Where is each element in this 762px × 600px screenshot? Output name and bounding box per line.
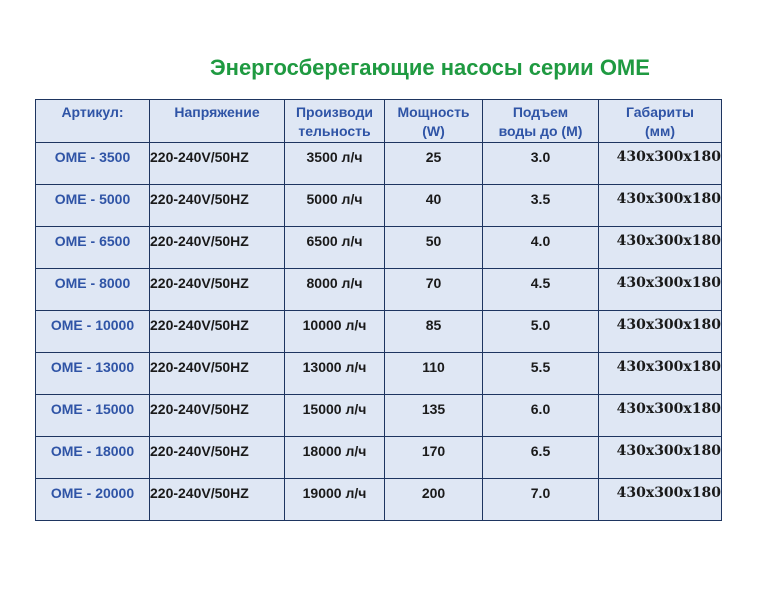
table-row <box>36 311 722 353</box>
cell-voltage: 220-240V/50HZ <box>150 395 285 437</box>
cell-performance: 5000 л/ч <box>285 185 385 227</box>
cell-lift: 6.0 <box>483 395 599 437</box>
cell-dimensions: 430x300x180 <box>599 185 722 227</box>
cell-lift: 3.0 <box>483 143 599 185</box>
cell-voltage: 220-240V/50HZ <box>150 269 285 311</box>
cell-voltage: 220-240V/50HZ <box>150 353 285 395</box>
cell-power: 110 <box>385 353 483 395</box>
cell-dimensions: 430x300x180 <box>599 353 722 395</box>
cell-performance: 3500 л/ч <box>285 143 385 185</box>
cell-power: 40 <box>385 185 483 227</box>
cell-article: OME - 6500 <box>36 227 150 269</box>
cell-lift: 7.0 <box>483 479 599 521</box>
cell-performance: 6500 л/ч <box>285 227 385 269</box>
cell-voltage: 220-240V/50HZ <box>150 227 285 269</box>
cell-lift: 3.5 <box>483 185 599 227</box>
cell-power: 200 <box>385 479 483 521</box>
cell-article: OME - 5000 <box>36 185 150 227</box>
table-row <box>36 437 722 479</box>
cell-article: OME - 20000 <box>36 479 150 521</box>
cell-voltage: 220-240V/50HZ <box>150 479 285 521</box>
header-lift: Подъем воды до (М) <box>483 100 599 143</box>
cell-performance: 13000 л/ч <box>285 353 385 395</box>
header-dimensions: Габариты (мм) <box>599 100 722 143</box>
cell-lift: 6.5 <box>483 437 599 479</box>
cell-power: 85 <box>385 311 483 353</box>
cell-power: 25 <box>385 143 483 185</box>
cell-performance: 19000 л/ч <box>285 479 385 521</box>
cell-lift: 5.5 <box>483 353 599 395</box>
cell-performance: 8000 л/ч <box>285 269 385 311</box>
table-row <box>36 269 722 311</box>
cell-voltage: 220-240V/50HZ <box>150 311 285 353</box>
cell-voltage: 220-240V/50HZ <box>150 185 285 227</box>
cell-article: OME - 18000 <box>36 437 150 479</box>
header-article: Артикул: <box>36 100 150 143</box>
cell-power: 170 <box>385 437 483 479</box>
cell-power: 135 <box>385 395 483 437</box>
header-voltage: Напряжение <box>150 100 285 143</box>
cell-dimensions: 430x300x180 <box>599 311 722 353</box>
cell-dimensions: 430x300x180 <box>599 269 722 311</box>
table-row <box>36 227 722 269</box>
cell-performance: 18000 л/ч <box>285 437 385 479</box>
table-row <box>36 185 722 227</box>
cell-voltage: 220-240V/50HZ <box>150 437 285 479</box>
cell-performance: 10000 л/ч <box>285 311 385 353</box>
table-row <box>36 395 722 437</box>
cell-dimensions: 430x300x180 <box>599 395 722 437</box>
spec-table <box>35 99 722 521</box>
header-performance: Производи тельность <box>285 100 385 143</box>
cell-dimensions: 430x300x180 <box>599 479 722 521</box>
cell-lift: 5.0 <box>483 311 599 353</box>
cell-dimensions: 430x300x180 <box>599 437 722 479</box>
page-title: Энергосберегающие насосы серии OME <box>210 55 650 80</box>
cell-lift: 4.5 <box>483 269 599 311</box>
table-row <box>36 479 722 521</box>
cell-power: 50 <box>385 227 483 269</box>
header-power: Мощность (W) <box>385 100 483 143</box>
cell-power: 70 <box>385 269 483 311</box>
cell-dimensions: 430x300x180 <box>599 227 722 269</box>
cell-performance: 15000 л/ч <box>285 395 385 437</box>
cell-article: OME - 10000 <box>36 311 150 353</box>
cell-article: OME - 3500 <box>36 143 150 185</box>
table-row <box>36 353 722 395</box>
cell-article: OME - 15000 <box>36 395 150 437</box>
table-header-row <box>36 100 722 143</box>
cell-lift: 4.0 <box>483 227 599 269</box>
cell-dimensions: 430x300x180 <box>599 143 722 185</box>
cell-voltage: 220-240V/50HZ <box>150 143 285 185</box>
cell-article: OME - 8000 <box>36 269 150 311</box>
cell-article: OME - 13000 <box>36 353 150 395</box>
table-body <box>36 143 722 521</box>
table-row <box>36 143 722 185</box>
